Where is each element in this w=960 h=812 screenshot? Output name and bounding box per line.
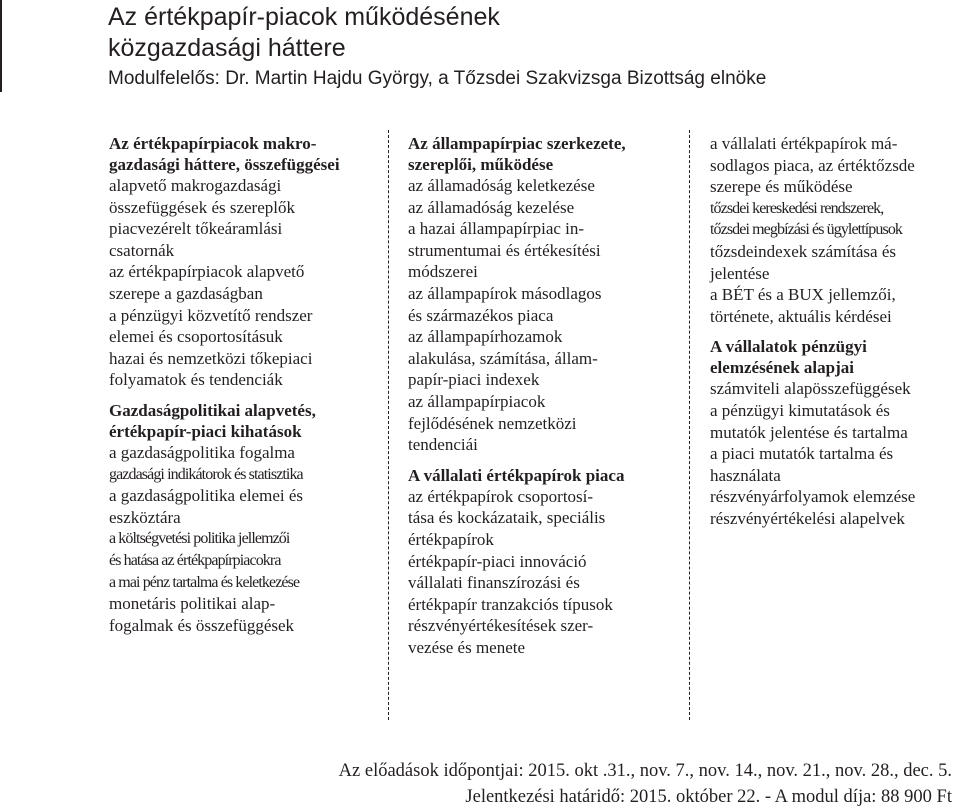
section-heading: Az értékpapírpiacok makro- — [109, 134, 317, 153]
topic-item: gazdasági indikátorok és statisztika — [109, 465, 303, 483]
topic-section — [710, 336, 960, 529]
section-heading: A vállalatok pénzügyi — [710, 337, 867, 357]
topic-item: elemei és csoportosításuk — [109, 327, 283, 347]
title-line-2: közgazdasági háttere — [108, 34, 346, 62]
column-2 — [408, 133, 670, 658]
topic-item: a gazdaságpolitika elemei és — [109, 486, 303, 506]
section-heading: gazdasági háttere, összefüggései — [109, 155, 340, 174]
topic-item: és hatása az értékpapírpiacokra — [109, 551, 281, 569]
left-margin-rule — [0, 0, 2, 92]
topic-item: strumentumai és értékesítési — [408, 240, 601, 260]
topic-item: jelentése — [710, 263, 770, 283]
section-heading: értékpapír-piaci kihatások — [109, 421, 302, 441]
topic-item: a pénzügyi kimutatások és — [710, 400, 890, 420]
topic-item: tőzsdei kereskedési rendszerek, — [710, 199, 884, 217]
topic-item: összefüggések és szereplők — [109, 197, 295, 217]
topic-item: és származékos piaca — [408, 305, 554, 325]
topic-item: a költségvetési politika jellemzői — [109, 530, 290, 548]
topic-item: folyamatok és tendenciák — [109, 370, 283, 390]
topic-item: hazai és nemzetközi tőkepiaci — [109, 348, 313, 368]
page-header — [108, 2, 958, 91]
topic-item: értékpapírok — [408, 529, 494, 549]
topic-section — [408, 465, 670, 659]
section-heading: Gazdaságpolitikai alapvetés, — [109, 400, 316, 420]
topic-item: alakulása, számítása, állam- — [408, 348, 598, 368]
topic-item: sodlagos piaca, az értéktőzsde — [710, 155, 915, 175]
topic-item: alapvető makrogazdasági — [109, 176, 282, 195]
topic-item: használata — [710, 465, 781, 485]
topic-item: vezése és menete — [408, 637, 526, 657]
topic-item: az értékpapírok csoportosí- — [408, 486, 594, 506]
registration-deadline: Jelentkezési határidő: 2015. október 22. - A modul díja: 88 900 Ft — [465, 787, 952, 807]
topic-item: tőzsdeindexek számítása és — [710, 241, 896, 261]
topic-item: piacvezérelt tőkeáramlási — [109, 219, 283, 239]
topic-item: értékpapír-piaci innováció — [408, 551, 587, 571]
topic-item: az értékpapírpiacok alapvető — [109, 262, 305, 282]
topic-item: az állampapírhozamok — [408, 327, 563, 347]
column-3 — [710, 133, 960, 530]
topic-item: szerepe a gazdaságban — [109, 283, 263, 303]
topic-item: részvényértékesítések szer- — [408, 616, 594, 636]
topic-item: története, aktuális kérdései — [710, 306, 892, 326]
topic-item: módszerei — [408, 262, 478, 282]
topic-item: vállalati finanszírozási és — [408, 573, 580, 593]
topic-item: a piaci mutatók tartalma és — [710, 444, 894, 464]
topic-item: szerepe és működése — [710, 177, 853, 197]
topic-section — [710, 133, 960, 327]
lecture-dates: Az előadások időpontjai: 2015. okt .31., nov. 7., nov. 14., nov. 21., nov. 28., dec. 5. — [338, 761, 952, 781]
topic-section — [408, 133, 670, 456]
topic-item: monetáris politikai alap- — [109, 594, 276, 614]
topic-section — [109, 400, 379, 636]
topic-item: fogalmak és összefüggések — [109, 615, 295, 635]
topic-item: számviteli alapösszefüggések — [710, 379, 911, 399]
topic-item: a vállalati értékpapírok má- — [710, 134, 898, 153]
column-divider-2 — [689, 130, 690, 720]
column-1 — [109, 133, 379, 636]
topic-item: az állampapírok másodlagos — [408, 283, 602, 303]
topic-item: az államadóság keletkezése — [408, 176, 595, 195]
topic-item: a mai pénz tartalma és keletkezése — [109, 573, 300, 591]
page-title — [108, 2, 958, 64]
topic-section — [109, 133, 379, 391]
topic-item: a hazai állampapírpiac in- — [408, 219, 585, 239]
topic-item: az államadóság kezelése — [408, 197, 575, 217]
topic-item: eszköztára — [109, 507, 181, 527]
topic-item: tása és kockázataik, speciális — [408, 508, 606, 528]
topic-item: részvényértékelési alapelvek — [710, 508, 905, 528]
topic-item: a BÉT és a BUX jellemzői, — [710, 285, 896, 305]
topic-item: fejlődésének nemzetközi — [408, 413, 577, 433]
topic-item: az állampapírpiacok — [408, 391, 546, 411]
topic-item: tendenciái — [408, 435, 478, 455]
footer — [339, 758, 952, 810]
topic-item: részvényárfolyamok elemzése — [710, 487, 916, 507]
module-owner: Modulfelelős: Dr. Martin Hajdu György, a Tőzsdei Szakvizsga Bizottság elnöke — [108, 68, 767, 89]
title-line-1: Az értékpapír-piacok működésének — [108, 3, 500, 31]
topic-item: mutatók jelentése és tartalma — [710, 422, 908, 442]
topic-item: a gazdaságpolitika fogalma — [109, 442, 295, 462]
topic-item: a pénzügyi közvetítő rendszer — [109, 305, 313, 325]
section-heading: Az állampapírpiac szerkezete, — [408, 134, 626, 153]
topic-item: csatornák — [109, 240, 175, 260]
topic-item: papír-piaci indexek — [408, 370, 540, 390]
topic-item: értékpapír tranzakciós típusok — [408, 594, 613, 614]
topic-item: tőzsdei megbízási és ügylettípusok — [710, 221, 903, 239]
section-heading: A vállalati értékpapírok piaca — [408, 465, 625, 485]
column-divider-1 — [388, 130, 389, 720]
section-heading: elemzésének alapjai — [710, 358, 854, 378]
section-heading: szereplői, működése — [408, 155, 554, 174]
